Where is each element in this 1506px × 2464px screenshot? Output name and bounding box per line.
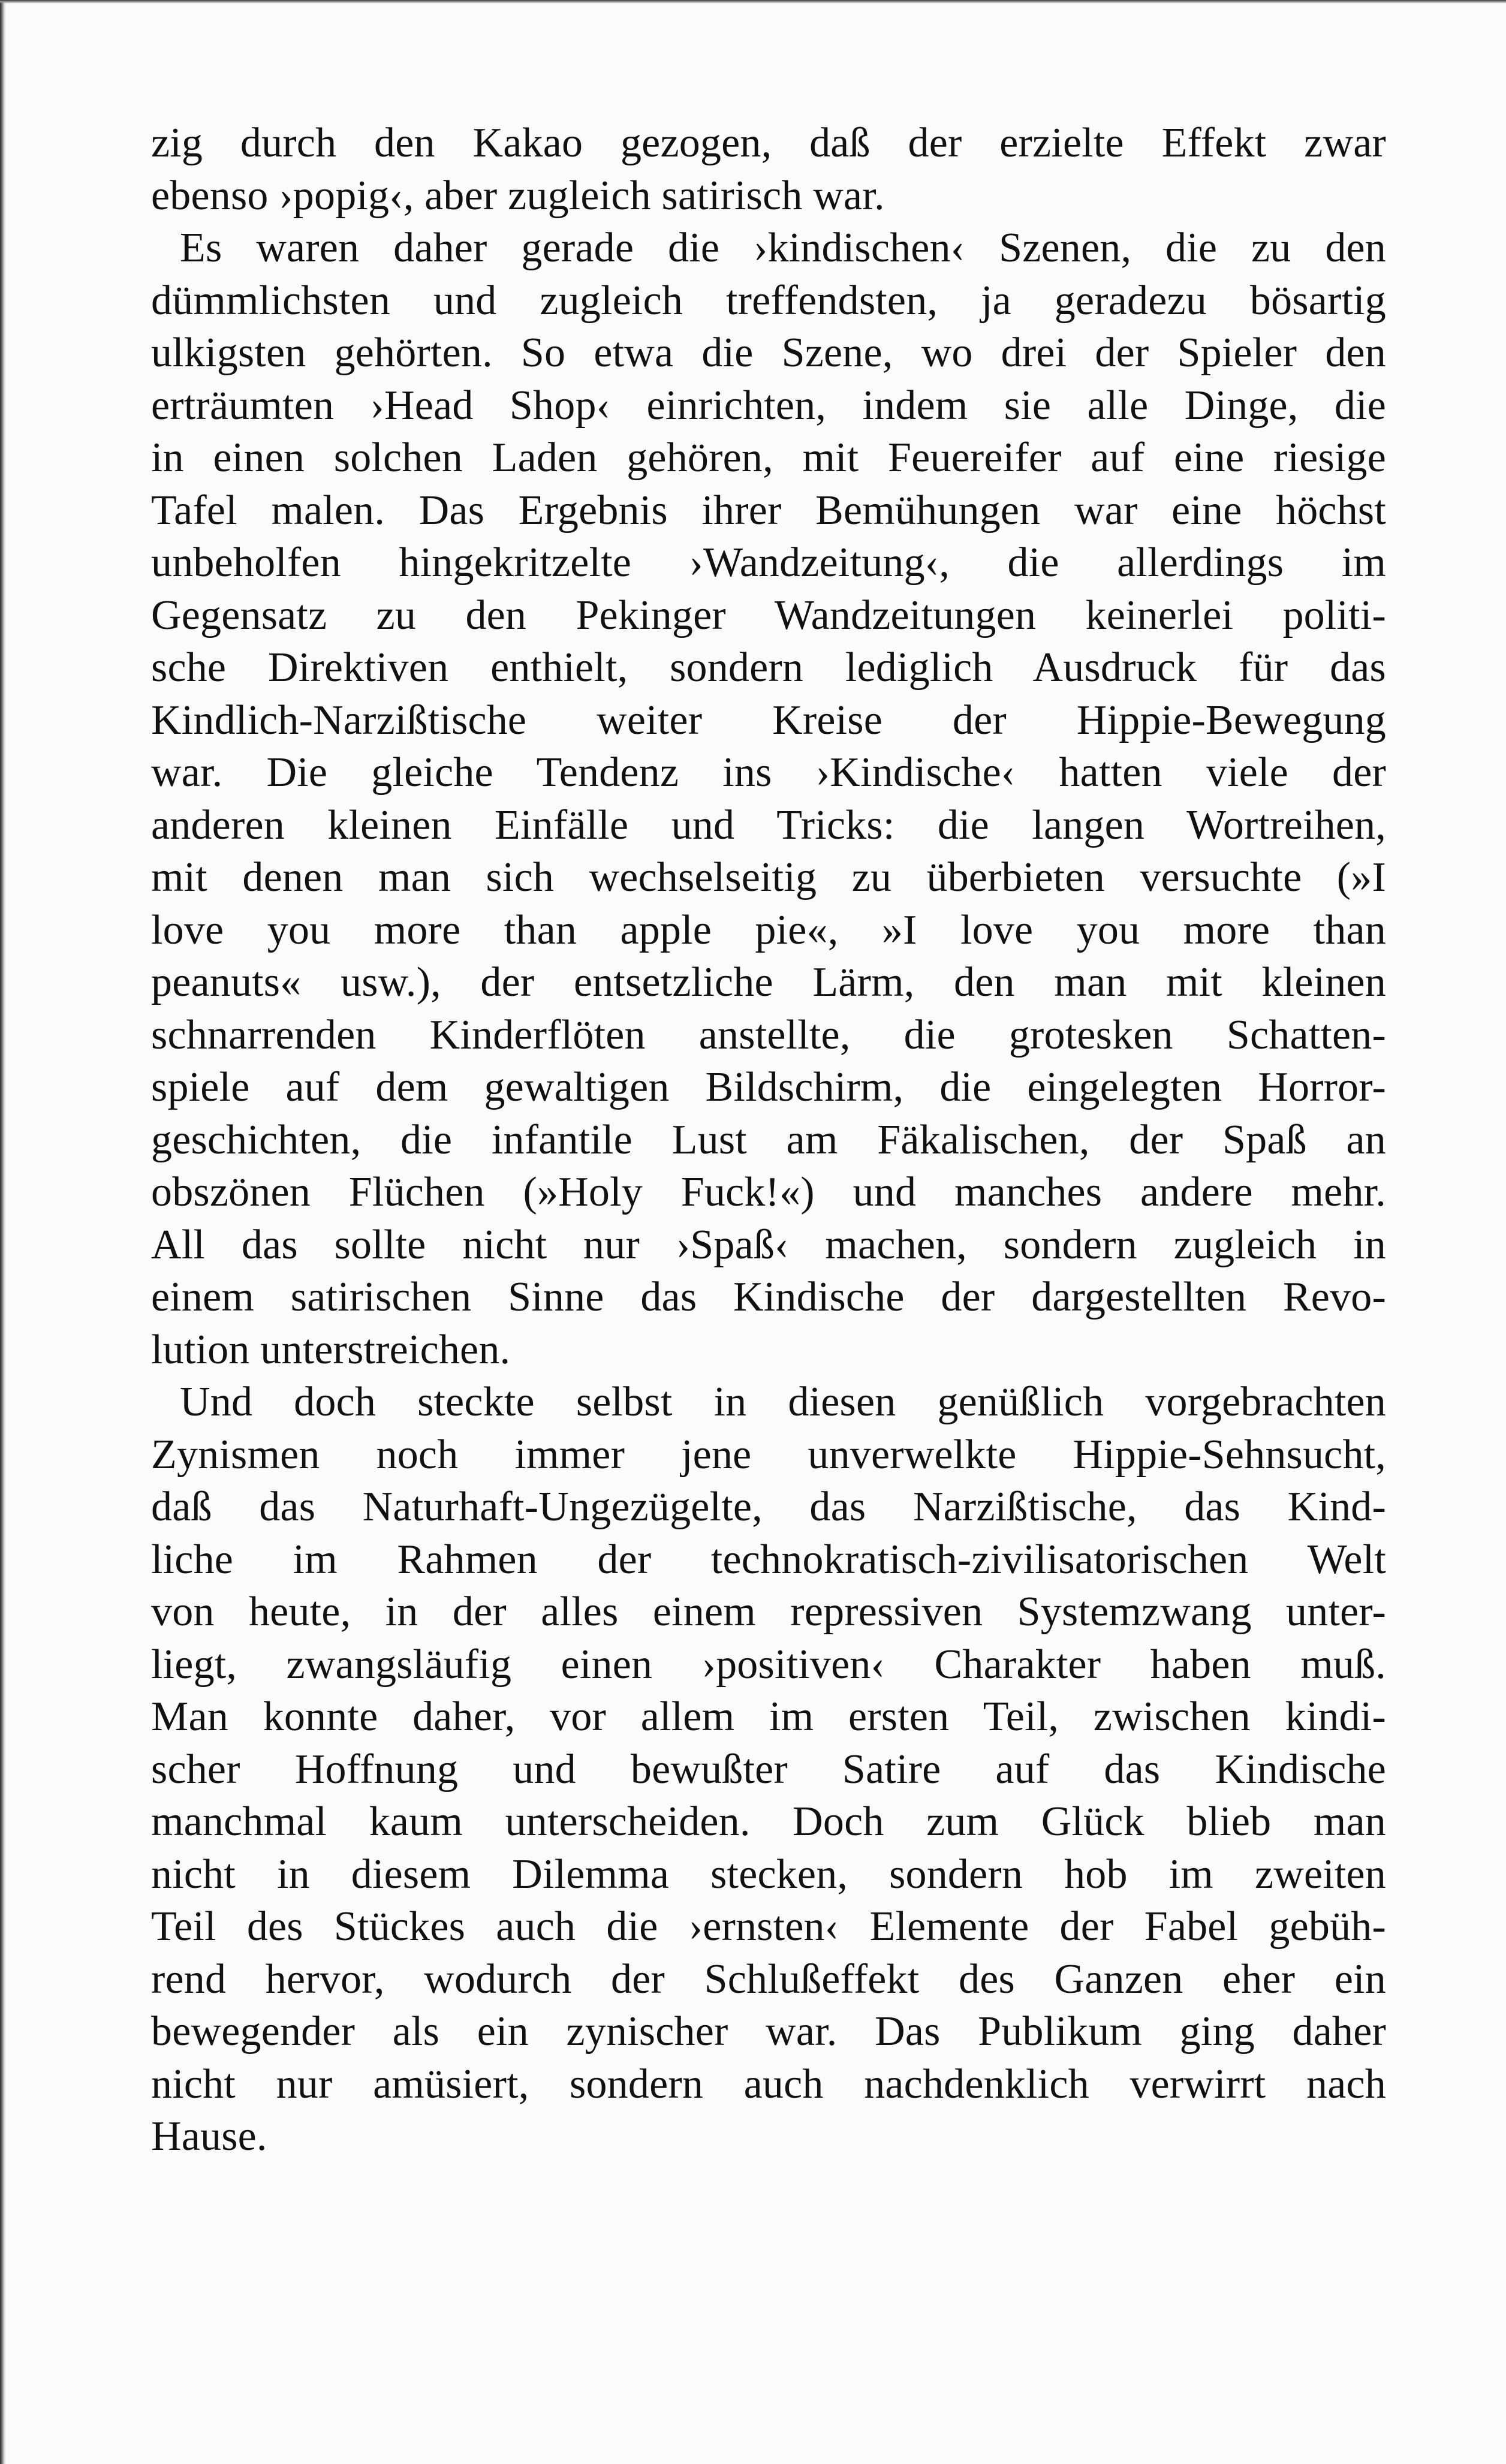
text-line: Man konnte daher, vor allem im ersten Teil, zwischen kindi- xyxy=(151,1694,1386,1740)
text-line: manchmal kaum unterscheiden. Doch zum Glück blieb man xyxy=(151,1799,1386,1845)
text-line: Und doch steckte selbst in diesen genüßlich vorgebrachten xyxy=(180,1379,1386,1425)
text-line: sche Direktiven enthielt, sondern lediglich Ausdruck für das xyxy=(151,644,1386,691)
text-line: Gegensatz zu den Pekinger Wandzeitungen keinerlei politi- xyxy=(151,592,1386,638)
text-line: All das sollte nicht nur ›Spaß‹ machen, sondern zugleich in xyxy=(151,1221,1386,1268)
text-line: unbeholfen hingekritzelte ›Wandzeitung‹, die allerdings im xyxy=(151,540,1386,586)
text-line: Kindlich-Narzißtische weiter Kreise der Hippie-Bewegung xyxy=(151,697,1386,743)
text-line: zig durch den Kakao gezogen, daß der erzielte Effekt zwar xyxy=(151,120,1386,166)
text-line: Es waren daher gerade die ›kindischen‹ Szenen, die zu den xyxy=(180,225,1386,271)
text-line: Hause. xyxy=(151,2113,267,2159)
text-line: geschichten, die infantile Lust am Fäkalischen, der Spaß an xyxy=(151,1116,1386,1163)
text-line: schnarrenden Kinderflöten anstellte, die grotesken Schatten- xyxy=(151,1011,1386,1058)
text-line: liegt, zwangsläufig einen ›positiven‹ Charakter haben muß. xyxy=(151,1641,1386,1688)
text-line: ulkigsten gehörten. So etwa die Szene, wo drei der Spieler den xyxy=(151,330,1386,376)
text-line: peanuts« usw.), der entsetzliche Lärm, den man mit kleinen xyxy=(151,959,1386,1005)
text-line: anderen kleinen Einfälle und Tricks: die langen Wortreihen, xyxy=(151,802,1386,848)
text-line: Tafel malen. Das Ergebnis ihrer Bemühungen war eine höchst xyxy=(151,487,1386,534)
text-line: einem satirischen Sinne das Kindische der dargestellten Revo- xyxy=(151,1274,1386,1320)
text-line: mit denen man sich wechselseitig zu überbieten versuchte (»I xyxy=(151,854,1386,900)
text-line: Zynismen noch immer jene unverwelkte Hippie-Sehnsucht, xyxy=(151,1431,1386,1478)
text-line: ebenso ›popig‹, aber zugleich satirisch war. xyxy=(151,172,885,219)
scan-edge-top xyxy=(0,0,1506,4)
text-line: von heute, in der alles einem repressiven Systemzwang unter- xyxy=(151,1589,1386,1635)
text-line: love you more than apple pie«, »I love you more than xyxy=(151,906,1386,953)
body-text xyxy=(151,117,1386,2163)
text-line: nicht in diesem Dilemma stecken, sondern hob im zweiten xyxy=(151,1851,1386,1897)
text-line: liche im Rahmen der technokratisch-zivilisatorischen Welt xyxy=(151,1536,1386,1583)
text-line: daß das Naturhaft-Ungezügelte, das Narzißtische, das Kind- xyxy=(151,1484,1386,1530)
text-line: Teil des Stückes auch die ›ernsten‹ Elemente der Fabel gebüh- xyxy=(151,1903,1386,1950)
text-line: obszönen Flüchen (»Holy Fuck!«) und manches andere mehr. xyxy=(151,1169,1386,1215)
text-line: lution unterstreichen. xyxy=(151,1326,511,1373)
text-line: spiele auf dem gewaltigen Bildschirm, die eingelegten Horror- xyxy=(151,1064,1386,1110)
scan-edge-left xyxy=(0,0,6,2464)
text-line: rend hervor, wodurch der Schlußeffekt des Ganzen eher ein xyxy=(151,1956,1386,2002)
text-line: war. Die gleiche Tendenz ins ›Kindische‹ hatten viele der xyxy=(151,749,1386,796)
text-line: dümmlichsten und zugleich treffendsten, ja geradezu bösartig xyxy=(151,277,1386,324)
text-line: scher Hoffnung und bewußter Satire auf das Kindische xyxy=(151,1746,1386,1793)
text-line: bewegender als ein zynischer war. Das Publikum ging daher xyxy=(151,2008,1386,2055)
text-line: erträumten ›Head Shop‹ einrichten, indem sie alle Dinge, die xyxy=(151,382,1386,429)
text-line: nicht nur amüsiert, sondern auch nachdenklich verwirrt nach xyxy=(151,2061,1386,2107)
text-line: in einen solchen Laden gehören, mit Feuereifer auf eine riesige xyxy=(151,435,1386,481)
